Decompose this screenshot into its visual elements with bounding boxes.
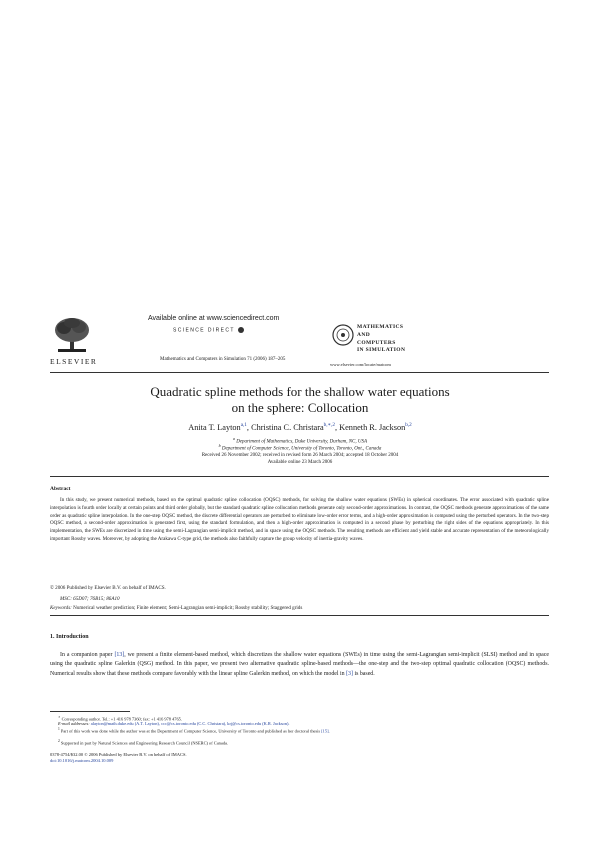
affiliation-text: Department of Mathematics, Duke University, Durham, NC, USA [236,439,368,445]
footnote-2 [50,739,549,746]
author-separator: , [246,422,252,432]
msc-codes: MSC: 65D07; 76B15; 86A10 [60,596,120,602]
journal-url[interactable]: www.elsevier.com/locate/matcom [330,362,391,367]
sciencedirect-text: SCIENCE DIRECT [173,327,235,334]
doi-link[interactable]: doi:10.1016/j.matcom.2004.10.009 [50,758,114,763]
footnote-mark: 2 [58,739,60,743]
journal-reference: Mathematics and Computers in Simulation 71 (2006) 187–205 [160,357,286,362]
author-marks[interactable]: b,∗,2 [323,422,335,428]
keywords-text: Numerical weather prediction; Finite element; Semi-Lagrangian semi-implicit; Rossby stability; Staggered grids [73,605,303,611]
received-dates: Received 26 November 2002; received in revised form 26 March 2004; accepted 18 October 2004 [201,453,399,458]
footnote-mark: ∗ [58,715,61,719]
author-separator: , [334,422,340,432]
citation-link[interactable]: [13] [114,652,125,658]
journal-seal-icon [332,324,354,346]
journal-line: MATHEMATICS [357,324,404,330]
copyright-line: © 2006 Published by Elsevier B.V. on behalf of IMACS. [50,585,166,591]
sciencedirect-dot-icon [238,327,244,333]
intro-text: In a companion paper [60,652,115,658]
author-name: Anita T. Layton [188,422,241,432]
title-line-2: on the sphere: Collocation [231,400,369,415]
affiliation-mark: b [218,443,221,448]
keywords-line [50,605,302,611]
author-list [50,422,550,432]
intro-paragraph [50,651,549,679]
footnote-emails [50,721,549,727]
section-heading: 1. Introduction [50,634,89,640]
footnote-text: Part of this work was done while the author was at the Department of Computer Science, University of Toronto and published as her doctoral thesis [60,728,322,734]
citation-link[interactable]: [3] [346,670,353,677]
sciencedirect-logo [173,327,247,333]
abstract-divider [50,615,549,616]
author-marks[interactable]: b,2 [405,422,412,428]
footnote-text: Corresponding author. Tel.: +1 416 978 7360; fax: +1 416 978 4765. [61,716,182,722]
journal-line: IN SIMULATION [357,347,406,354]
intro-text: , we present a finite element-based method, which discretizes the shallow water equations (SWEs) in time using the semi-Lagrangian semi-implicit (SLSI) method and in space using the quadratic spline Galerkin (QSG) method. In this paper, we present two alternative quadratic spline-based methods—the one-step and the two-step optimal quadratic collocation (OQSC) methods. Numerical results show that these methods compare favorably with the linear spline Galerkin method, on which the model in [50,652,549,677]
abstract-body: In this study, we present numerical methods, based on the optimal quadratic spline collocation (OQSC) methods, for solving the shallow water equations (SWEs) in spherical coordinates. The error associated with quadratic spline interpolation is fourth order locally at certain points and third order globally, but the standard quadratic spline collocation methods generate only second-order approximations. In contrast, the OQSC methods generate approximations of the same order as quadratic spline interpolation. In the one-step OQSC method, the discrete differential operators are perturbed to eliminate low-order error terms, and a high-order approximation is computed using the perturbed operators. In the two-step OQSC method, a second-order approximation is generated first, using the standard formulation, and then a high-order approximation is computed in a second phase by perturbing the right sides of the equations appropriately. In this implementation, the SWEs are discretized in time using the semi-Lagrangian semi-implicit method, and in space using the OQSC methods. The resulting methods are efficient and yield stable and accurate representation of the meteorologically important Rossby waves. Moreover, by adopting the Arakawa C-type grid, the methods also faithfully capture the group velocity of inertia-gravity waves. [50,497,549,542]
journal-line: AND [357,331,371,338]
affiliation-b [50,443,550,452]
author-name: Christina C. Christara [251,422,324,432]
author-name: Kenneth R. Jackson [339,422,406,432]
footnote-divider [50,711,130,712]
author-marks[interactable]: a,1 [240,422,247,428]
issn-line: 0378-4754/$32.00 © 2006 Published by Elsevier B.V. on behalf of IMACS. [50,752,187,757]
intro-text: is based. [352,670,375,677]
available-online[interactable]: Available online at www.sciencedirect.com [148,315,280,322]
abstract-heading: Abstract [50,486,71,492]
citation-link[interactable]: [15] [321,728,329,734]
title-line-1: Quadratic spline methods for the shallow water equations [150,384,450,399]
publisher-name: ELSEVIER [50,357,98,366]
footnote-mark: 1 [58,727,60,731]
article-title [50,384,550,416]
footnote-text: Supported in part by Natural Sciences and Engineering Research Council (NSERC) of Canada. [60,740,229,746]
available-online-date: Available online 23 March 2006 [267,460,333,465]
footnote-end: . [328,728,330,734]
elsevier-tree-logo [52,316,92,354]
footnote-1 [50,727,549,734]
journal-line: COMPUTERS [357,339,396,346]
title-divider [50,476,549,477]
affiliation-text: Department of Computer Science, University of Toronto, Toronto, Ont., Canada [221,446,382,452]
journal-name [357,324,405,355]
email-label: E-mail addresses: [58,721,90,726]
header-divider [50,372,549,373]
affiliation-mark: a [232,436,235,441]
email-links[interactable]: alayton@math.duke.edu (A.T. Layton), ccc@cs.toronto.edu (C.C. Christara), krj@cs.toronto.edu (K.R. Jackson). [90,721,290,726]
keywords-label: Keywords: [50,605,72,611]
